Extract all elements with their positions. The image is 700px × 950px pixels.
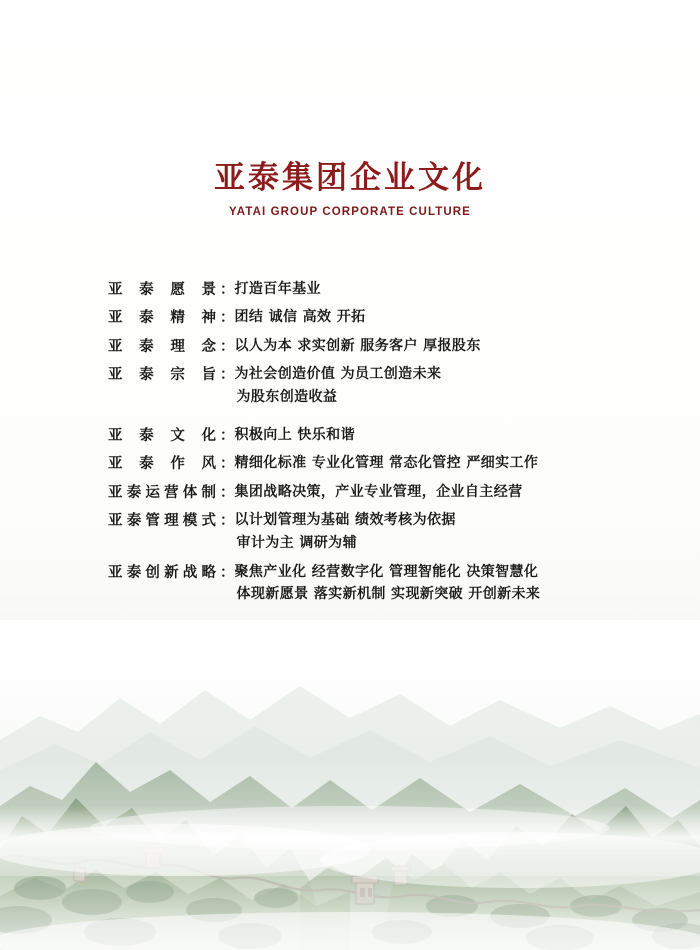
entry-value-line: 审计为主 调研为辅 (236, 534, 357, 551)
entry-colon: ： (220, 337, 235, 355)
page-title: 亚泰集团企业文化 (214, 160, 486, 196)
entry-label: 亚泰作风 (108, 455, 216, 473)
culture-entry (108, 306, 628, 329)
entry-value (235, 561, 629, 606)
culture-entry (108, 509, 628, 554)
entry-value: 精细化标准 专业化管理 常态化管控 严细实工作 (234, 455, 539, 472)
culture-entry (108, 278, 628, 301)
entry-value: 以人为本 求实创新 服务客户 厚报股东 (234, 337, 481, 354)
entry-colon: ： (220, 512, 235, 530)
entry-colon: ： (220, 426, 235, 444)
entry-value-line: 体现新愿景 落实新机制 实现新突破 开创新未来 (236, 586, 541, 603)
entry-value-line: 为社会创造价值 为员工创造未来 (234, 366, 442, 383)
entry-value: 团结 诚信 高效 开拓 (234, 309, 366, 326)
entry-colon: ： (220, 483, 235, 501)
entry-colon: ： (220, 366, 235, 384)
entry-colon: ： (220, 281, 235, 298)
entry-value (235, 363, 629, 408)
entry-value-line: 聚焦产业化 经营数字化 管理智能化 决策智慧化 (234, 563, 539, 580)
entry-value: 积极向上 快乐和谐 (234, 426, 355, 443)
landscape-illustration (0, 620, 700, 950)
culture-entry (108, 561, 628, 606)
title-block (0, 160, 700, 218)
culture-entry-list (108, 278, 628, 612)
great-wall-mountain-landscape (0, 620, 700, 950)
entry-value: 集团战略决策，产业专业管理，企业自主经营 (234, 483, 523, 500)
entry-label: 亚泰文化 (108, 426, 216, 444)
section-spacer (108, 415, 628, 424)
entry-label: 亚泰愿景 (108, 281, 216, 298)
page-subtitle: YATAI GROUP CORPORATE CULTURE (229, 206, 471, 219)
entry-colon: ： (220, 309, 235, 327)
entry-colon: ： (220, 563, 235, 581)
entry-value-line: 为股东创造收益 (236, 389, 338, 406)
entry-colon: ： (220, 455, 235, 473)
entry-label: 亚泰运营体制 (108, 483, 216, 501)
entry-label: 亚泰创新战略 (108, 563, 216, 581)
entry-value (235, 509, 629, 554)
culture-entry (108, 363, 628, 408)
culture-entry (108, 481, 628, 504)
entry-label: 亚泰精神 (108, 309, 216, 327)
entry-label: 亚泰宗旨 (108, 366, 216, 384)
culture-entry (108, 335, 628, 358)
culture-entry (108, 452, 628, 475)
culture-entry (108, 424, 628, 447)
entry-label: 亚泰理念 (108, 337, 216, 355)
entry-label: 亚泰管理模式 (108, 512, 216, 530)
entry-value: 打造百年基业 (234, 281, 321, 297)
entry-value-line: 以计划管理为基础 绩效考核为依据 (234, 512, 456, 529)
